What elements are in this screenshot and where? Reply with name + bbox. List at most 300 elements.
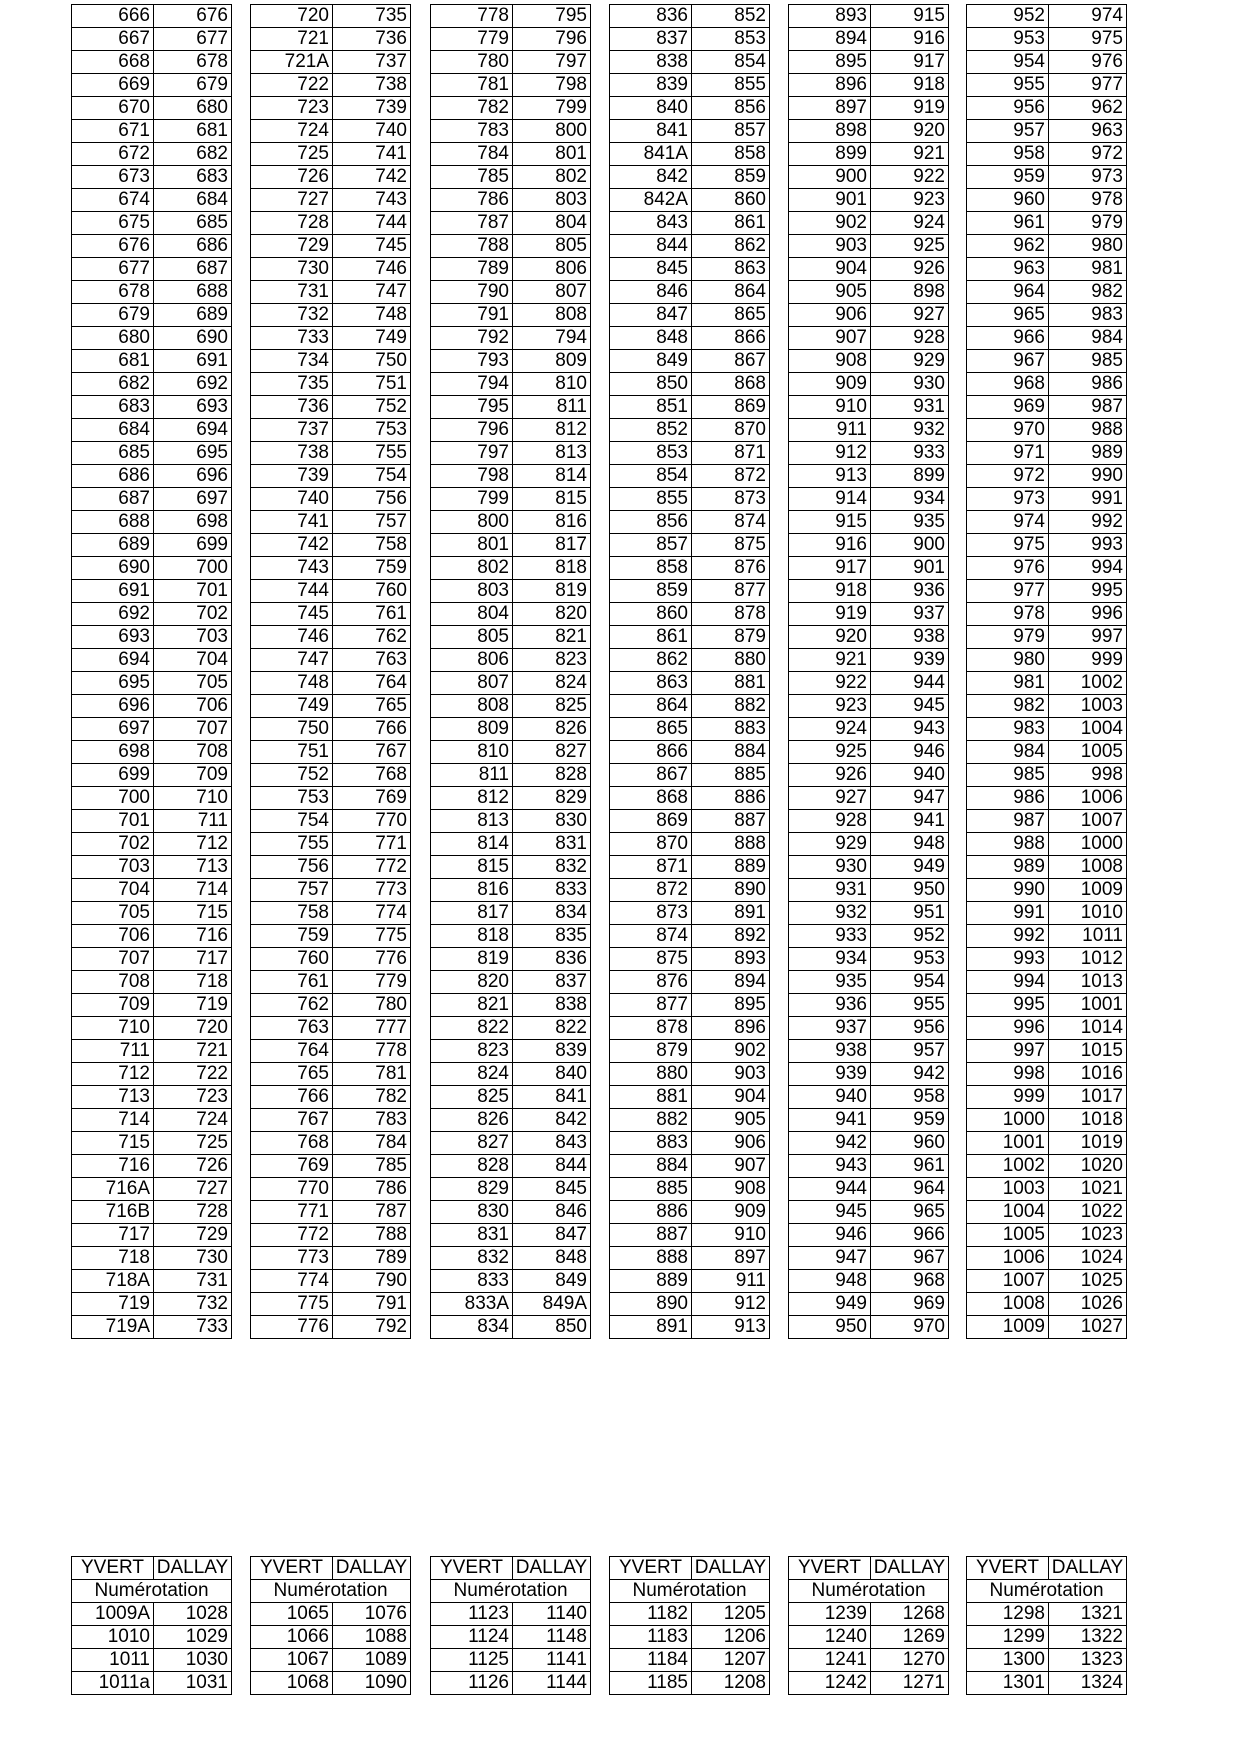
- table-row: [967, 1603, 1127, 1626]
- yvert-number: 721A: [251, 51, 333, 74]
- dallay-number: 848: [513, 1247, 591, 1270]
- dallay-number: 981: [1049, 258, 1127, 281]
- dallay-number: 931: [871, 396, 949, 419]
- yvert-number: 781: [431, 74, 513, 97]
- yvert-number: 1067: [251, 1649, 333, 1672]
- table-row: [72, 534, 232, 557]
- yvert-number: 774: [251, 1270, 333, 1293]
- table-row: [251, 948, 411, 971]
- dallay-number: 959: [871, 1109, 949, 1132]
- dallay-number: 961: [871, 1155, 949, 1178]
- yvert-number: 819: [431, 948, 513, 971]
- table-row: [610, 626, 770, 649]
- dallay-number: 1025: [1049, 1270, 1127, 1293]
- table-row: [789, 718, 949, 741]
- table-row: [610, 833, 770, 856]
- yvert-number: 952: [967, 5, 1049, 28]
- dallay-number: 871: [692, 442, 770, 465]
- table-row: [789, 74, 949, 97]
- table-row: [967, 902, 1127, 925]
- table-row: [251, 442, 411, 465]
- table-row: [789, 143, 949, 166]
- table-row: [610, 189, 770, 212]
- table-row: [610, 764, 770, 787]
- table-row: [251, 465, 411, 488]
- dallay-number: 886: [692, 787, 770, 810]
- table-row: [789, 281, 949, 304]
- table-row: [610, 1649, 770, 1672]
- table-row: [431, 580, 591, 603]
- dallay-number: 847: [513, 1224, 591, 1247]
- dallay-number: 923: [871, 189, 949, 212]
- yvert-number: 919: [789, 603, 871, 626]
- dallay-number: 1208: [692, 1672, 770, 1695]
- numerotation-header: Numérotation: [72, 1580, 232, 1603]
- dallay-number: 803: [513, 189, 591, 212]
- yvert-number: 1002: [967, 1155, 1049, 1178]
- dallay-number: 799: [513, 97, 591, 120]
- yvert-number: 944: [789, 1178, 871, 1201]
- dallay-number: 800: [513, 120, 591, 143]
- table-row: [431, 235, 591, 258]
- subheader-row: [789, 1580, 949, 1603]
- yvert-number: 854: [610, 465, 692, 488]
- dallay-number: 1141: [513, 1649, 591, 1672]
- dallay-number: 901: [871, 557, 949, 580]
- dallay-number: 795: [513, 5, 591, 28]
- dallay-number: 701: [154, 580, 232, 603]
- yvert-number: 878: [610, 1017, 692, 1040]
- dallay-number: 968: [871, 1270, 949, 1293]
- yvert-number: 778: [431, 5, 513, 28]
- yvert-number: 733: [251, 327, 333, 350]
- table-row: [967, 304, 1127, 327]
- yvert-number: 1301: [967, 1672, 1049, 1695]
- dallay-number: 822: [513, 1017, 591, 1040]
- yvert-number: 820: [431, 971, 513, 994]
- dallay-number: 872: [692, 465, 770, 488]
- yvert-number: 669: [72, 74, 154, 97]
- yvert-number: 1123: [431, 1603, 513, 1626]
- yvert-number: 678: [72, 281, 154, 304]
- yvert-number: 850: [610, 373, 692, 396]
- dallay-number: 787: [333, 1201, 411, 1224]
- yvert-number: 779: [431, 28, 513, 51]
- correspondence-table-bottom: [966, 1556, 1127, 1695]
- dallay-number: 863: [692, 258, 770, 281]
- dallay-number: 712: [154, 833, 232, 856]
- dallay-number: 827: [513, 741, 591, 764]
- dallay-number: 1324: [1049, 1672, 1127, 1695]
- table-row: [967, 948, 1127, 971]
- yvert-number: 732: [251, 304, 333, 327]
- yvert-number: 693: [72, 626, 154, 649]
- table-row: [251, 557, 411, 580]
- table-row: [789, 1132, 949, 1155]
- yvert-number: 764: [251, 1040, 333, 1063]
- dallay-number: 1206: [692, 1626, 770, 1649]
- table-row: [610, 1270, 770, 1293]
- dallay-number: 708: [154, 741, 232, 764]
- table-row: [431, 1270, 591, 1293]
- table-row: [610, 327, 770, 350]
- yvert-number: 818: [431, 925, 513, 948]
- dallay-number: 703: [154, 626, 232, 649]
- table-row: [251, 258, 411, 281]
- table-row: [967, 419, 1127, 442]
- yvert-number: 692: [72, 603, 154, 626]
- table-row: [431, 511, 591, 534]
- yvert-number: 846: [610, 281, 692, 304]
- table-row: [610, 534, 770, 557]
- subheader-row: [251, 1580, 411, 1603]
- table-row: [251, 649, 411, 672]
- dallay-number: 785: [333, 1155, 411, 1178]
- table-row: [967, 350, 1127, 373]
- table-row: [72, 396, 232, 419]
- yvert-number: 968: [967, 373, 1049, 396]
- dallay-number: 690: [154, 327, 232, 350]
- yvert-number: 740: [251, 488, 333, 511]
- table-row: [967, 580, 1127, 603]
- table-row: [967, 51, 1127, 74]
- table-row: [789, 1086, 949, 1109]
- table-row: [431, 603, 591, 626]
- dallay-number: 950: [871, 879, 949, 902]
- table-row: [431, 971, 591, 994]
- yvert-number: 894: [789, 28, 871, 51]
- yvert-number: 734: [251, 350, 333, 373]
- yvert-number: 828: [431, 1155, 513, 1178]
- table-row: [967, 1040, 1127, 1063]
- dallay-number: 876: [692, 557, 770, 580]
- yvert-number: 791: [431, 304, 513, 327]
- table-row: [789, 327, 949, 350]
- table-row: [251, 902, 411, 925]
- yvert-number: 963: [967, 258, 1049, 281]
- table-row: [967, 189, 1127, 212]
- yvert-header: YVERT: [610, 1557, 692, 1580]
- dallay-number: 1000: [1049, 833, 1127, 856]
- yvert-number: 697: [72, 718, 154, 741]
- dallay-number: 1322: [1049, 1626, 1127, 1649]
- dallay-number: 918: [871, 74, 949, 97]
- dallay-number: 1031: [154, 1672, 232, 1695]
- dallay-number: 1013: [1049, 971, 1127, 994]
- yvert-number: 842A: [610, 189, 692, 212]
- yvert-number: 679: [72, 304, 154, 327]
- table-row: [72, 833, 232, 856]
- header-row: [251, 1557, 411, 1580]
- yvert-number: 915: [789, 511, 871, 534]
- dallay-number: 854: [692, 51, 770, 74]
- table-row: [967, 741, 1127, 764]
- yvert-number: 1008: [967, 1293, 1049, 1316]
- yvert-number: 921: [789, 649, 871, 672]
- dallay-number: 831: [513, 833, 591, 856]
- dallay-number: 972: [1049, 143, 1127, 166]
- table-row: [789, 902, 949, 925]
- dallay-number: 763: [333, 649, 411, 672]
- table-row: [610, 1316, 770, 1339]
- yvert-number: 1124: [431, 1626, 513, 1649]
- dallay-number: 1003: [1049, 695, 1127, 718]
- yvert-number: 965: [967, 304, 1049, 327]
- yvert-number: 765: [251, 1063, 333, 1086]
- yvert-number: 826: [431, 1109, 513, 1132]
- dallay-number: 714: [154, 879, 232, 902]
- dallay-number: 776: [333, 948, 411, 971]
- dallay-number: 921: [871, 143, 949, 166]
- table-row: [431, 212, 591, 235]
- dallay-number: 866: [692, 327, 770, 350]
- yvert-number: 833A: [431, 1293, 513, 1316]
- yvert-number: 1001: [967, 1132, 1049, 1155]
- yvert-number: 858: [610, 557, 692, 580]
- dallay-number: 940: [871, 764, 949, 787]
- table-row: [251, 1626, 411, 1649]
- dallay-number: 815: [513, 488, 591, 511]
- dallay-number: 867: [692, 350, 770, 373]
- table-row: [431, 1109, 591, 1132]
- yvert-number: 916: [789, 534, 871, 557]
- yvert-number: 832: [431, 1247, 513, 1270]
- table-row: [72, 764, 232, 787]
- table-row: [251, 672, 411, 695]
- yvert-number: 717: [72, 1224, 154, 1247]
- table-row: [967, 1086, 1127, 1109]
- dallay-number: 951: [871, 902, 949, 925]
- dallay-number: 765: [333, 695, 411, 718]
- dallay-number: 1028: [154, 1603, 232, 1626]
- table-row: [251, 741, 411, 764]
- dallay-number: 868: [692, 373, 770, 396]
- yvert-number: 927: [789, 787, 871, 810]
- dallay-number: 942: [871, 1063, 949, 1086]
- yvert-number: 714: [72, 1109, 154, 1132]
- yvert-number: 955: [967, 74, 1049, 97]
- table-row: [72, 1293, 232, 1316]
- table-row: [72, 373, 232, 396]
- yvert-number: 984: [967, 741, 1049, 764]
- header-row: [967, 1557, 1127, 1580]
- table-row: [72, 1178, 232, 1201]
- dallay-number: 889: [692, 856, 770, 879]
- dallay-number: 702: [154, 603, 232, 626]
- table-row: [72, 1109, 232, 1132]
- dallay-number: 744: [333, 212, 411, 235]
- dallay-number: 760: [333, 580, 411, 603]
- table-row: [789, 626, 949, 649]
- yvert-number: 699: [72, 764, 154, 787]
- yvert-number: 798: [431, 465, 513, 488]
- dallay-number: 992: [1049, 511, 1127, 534]
- table-row: [967, 1063, 1127, 1086]
- correspondence-table-bottom: [788, 1556, 949, 1695]
- dallay-number: 898: [871, 281, 949, 304]
- correspondence-table-top: [966, 4, 1127, 1339]
- dallay-number: 1270: [871, 1649, 949, 1672]
- table-row: [610, 465, 770, 488]
- dallay-number: 978: [1049, 189, 1127, 212]
- yvert-number: 1125: [431, 1649, 513, 1672]
- dallay-number: 1022: [1049, 1201, 1127, 1224]
- yvert-number: 783: [431, 120, 513, 143]
- dallay-number: 699: [154, 534, 232, 557]
- yvert-number: 761: [251, 971, 333, 994]
- dallay-number: 745: [333, 235, 411, 258]
- yvert-number: 830: [431, 1201, 513, 1224]
- table-row: [431, 1672, 591, 1695]
- yvert-number: 871: [610, 856, 692, 879]
- dallay-number: 1140: [513, 1603, 591, 1626]
- dallay-number: 820: [513, 603, 591, 626]
- table-row: [251, 281, 411, 304]
- table-row: [967, 1017, 1127, 1040]
- yvert-number: 713: [72, 1086, 154, 1109]
- dallay-number: 1021: [1049, 1178, 1127, 1201]
- yvert-number: 716B: [72, 1201, 154, 1224]
- dallay-number: 823: [513, 649, 591, 672]
- table-row: [251, 304, 411, 327]
- yvert-number: 962: [967, 235, 1049, 258]
- dallay-number: 862: [692, 235, 770, 258]
- dallay-number: 813: [513, 442, 591, 465]
- table-row: [431, 557, 591, 580]
- yvert-number: 967: [967, 350, 1049, 373]
- yvert-number: 838: [610, 51, 692, 74]
- dallay-number: 686: [154, 235, 232, 258]
- dallay-number: 842: [513, 1109, 591, 1132]
- table-row: [789, 166, 949, 189]
- yvert-number: 691: [72, 580, 154, 603]
- yvert-number: 998: [967, 1063, 1049, 1086]
- dallay-number: 774: [333, 902, 411, 925]
- table-row: [251, 212, 411, 235]
- dallay-number: 1076: [333, 1603, 411, 1626]
- table-row: [967, 97, 1127, 120]
- yvert-number: 718: [72, 1247, 154, 1270]
- yvert-number: 843: [610, 212, 692, 235]
- yvert-number: 898: [789, 120, 871, 143]
- table-row: [789, 5, 949, 28]
- yvert-number: 741: [251, 511, 333, 534]
- table-row: [967, 281, 1127, 304]
- yvert-number: 668: [72, 51, 154, 74]
- dallay-number: 1017: [1049, 1086, 1127, 1109]
- dallay-number: 1005: [1049, 741, 1127, 764]
- yvert-number: 694: [72, 649, 154, 672]
- dallay-number: 965: [871, 1201, 949, 1224]
- table-row: [789, 212, 949, 235]
- dallay-number: 861: [692, 212, 770, 235]
- table-row: [610, 948, 770, 971]
- correspondence-table-top: [71, 4, 232, 1339]
- yvert-number: 1183: [610, 1626, 692, 1649]
- yvert-number: 957: [967, 120, 1049, 143]
- table-row: [610, 741, 770, 764]
- yvert-number: 724: [251, 120, 333, 143]
- yvert-number: 677: [72, 258, 154, 281]
- table-row: [967, 465, 1127, 488]
- yvert-number: 800: [431, 511, 513, 534]
- yvert-number: 960: [967, 189, 1049, 212]
- yvert-number: 929: [789, 833, 871, 856]
- table-row: [610, 1063, 770, 1086]
- yvert-number: 1004: [967, 1201, 1049, 1224]
- dallay-number: 694: [154, 419, 232, 442]
- dallay-number: 824: [513, 672, 591, 695]
- table-row: [789, 1155, 949, 1178]
- table-row: [251, 97, 411, 120]
- dallay-number: 721: [154, 1040, 232, 1063]
- dallay-number: 1148: [513, 1626, 591, 1649]
- table-row: [431, 1247, 591, 1270]
- yvert-number: 905: [789, 281, 871, 304]
- table-row: [789, 810, 949, 833]
- dallay-number: 1090: [333, 1672, 411, 1695]
- dallay-number: 935: [871, 511, 949, 534]
- dallay-number: 857: [692, 120, 770, 143]
- table-row: [72, 672, 232, 695]
- yvert-number: 793: [431, 350, 513, 373]
- table-row: [789, 1293, 949, 1316]
- yvert-number: 666: [72, 5, 154, 28]
- dallay-number: 1023: [1049, 1224, 1127, 1247]
- dallay-number: 930: [871, 373, 949, 396]
- yvert-number: 847: [610, 304, 692, 327]
- table-row: [251, 5, 411, 28]
- yvert-number: 977: [967, 580, 1049, 603]
- yvert-number: 721: [251, 28, 333, 51]
- dallay-number: 716: [154, 925, 232, 948]
- yvert-number: 840: [610, 97, 692, 120]
- dallay-header: DALLAY: [513, 1557, 591, 1580]
- table-row: [431, 189, 591, 212]
- table-row: [967, 764, 1127, 787]
- yvert-number: 853: [610, 442, 692, 465]
- dallay-number: 883: [692, 718, 770, 741]
- yvert-header: YVERT: [251, 1557, 333, 1580]
- dallay-number: 711: [154, 810, 232, 833]
- table-row: [431, 1040, 591, 1063]
- yvert-number: 932: [789, 902, 871, 925]
- yvert-number: 940: [789, 1086, 871, 1109]
- dallay-number: 892: [692, 925, 770, 948]
- table-row: [72, 580, 232, 603]
- yvert-number: 920: [789, 626, 871, 649]
- dallay-number: 1026: [1049, 1293, 1127, 1316]
- table-row: [251, 511, 411, 534]
- dallay-number: 996: [1049, 603, 1127, 626]
- yvert-number: 976: [967, 557, 1049, 580]
- dallay-number: 792: [333, 1316, 411, 1339]
- yvert-number: 831: [431, 1224, 513, 1247]
- table-row: [610, 557, 770, 580]
- table-row: [72, 1316, 232, 1339]
- table-row: [789, 1063, 949, 1086]
- yvert-number: 782: [431, 97, 513, 120]
- dallay-number: 974: [1049, 5, 1127, 28]
- yvert-number: 735: [251, 373, 333, 396]
- table-row: [610, 1155, 770, 1178]
- table-row: [789, 1247, 949, 1270]
- yvert-number: 760: [251, 948, 333, 971]
- dallay-number: 794: [513, 327, 591, 350]
- yvert-number: 673: [72, 166, 154, 189]
- yvert-number: 852: [610, 419, 692, 442]
- table-row: [72, 1626, 232, 1649]
